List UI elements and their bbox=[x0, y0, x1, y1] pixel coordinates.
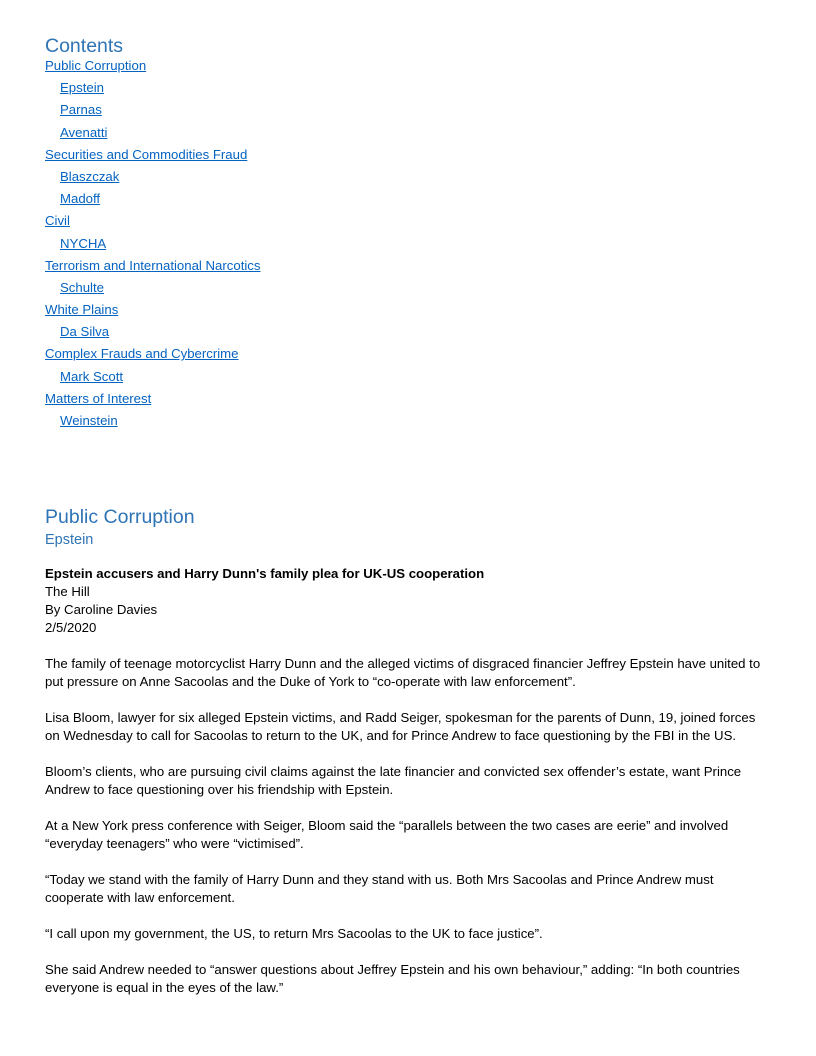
article-paragraph: The family of teenage motorcyclist Harry Dunn and the alleged victims of disgraced financier Jeffrey Epstein have united to put pressure on Anne Sacoolas and the Duke of York to “co-operate with law enforcement”. bbox=[45, 656, 761, 689]
section-heading: Public Corruption bbox=[45, 506, 195, 528]
article-paragraph: Lisa Bloom, lawyer for six alleged Epstein victims, and Radd Seiger, spokesman for the parents of Dunn, 19, joined forces on Wednesday to call for Sacoolas to return to the UK, and for Prince Andrew to face questioning by the FBI in the US. bbox=[45, 710, 756, 743]
article-date: 2/5/2020 bbox=[45, 620, 97, 635]
toc-link[interactable]: Public Corruption bbox=[45, 58, 147, 73]
toc-link[interactable]: Blaszczak bbox=[60, 168, 120, 184]
toc-link[interactable]: Matters of Interest bbox=[45, 390, 152, 406]
toc-link[interactable]: Avenatti bbox=[60, 124, 108, 140]
article-paragraph: “Today we stand with the family of Harry Dunn and they stand with us. Both Mrs Sacoolas and Prince Andrew must cooperate with law enforcement. bbox=[45, 872, 714, 905]
article-body bbox=[45, 655, 765, 1015]
article-paragraph: She said Andrew needed to “answer questions about Jeffrey Epstein and his own behaviour,” adding: “In both countries everyone is equal in the eyes of the law.” bbox=[45, 962, 740, 995]
article-headline: Epstein accusers and Harry Dunn's family plea for UK-US cooperation bbox=[45, 566, 485, 581]
table-of-contents bbox=[45, 56, 445, 433]
toc-link[interactable]: Securities and Commodities Fraud bbox=[45, 146, 248, 162]
toc-link[interactable]: White Plains bbox=[45, 302, 119, 318]
toc-title: Contents bbox=[45, 35, 124, 57]
toc-link[interactable]: Schulte bbox=[60, 279, 104, 295]
toc-link[interactable]: Parnas bbox=[60, 102, 102, 118]
toc-link[interactable]: Epstein bbox=[60, 80, 104, 96]
toc-link[interactable]: Weinstein bbox=[60, 413, 118, 428]
toc-link[interactable]: Complex Frauds and Cybercrime bbox=[45, 346, 239, 362]
article-paragraph: Bloom’s clients, who are pursuing civil claims against the late financier and convicted sex offender’s estate, want Prince Andrew to face questioning over his friendship with Epstein. bbox=[45, 764, 742, 797]
toc-link[interactable]: NYCHA bbox=[60, 235, 107, 251]
article-paragraph: At a New York press conference with Seiger, Bloom said the “parallels between the two cases are eerie” and involved “everyday teenagers” who were “victimised”. bbox=[45, 818, 729, 851]
article-byline: By Caroline Davies bbox=[45, 602, 158, 617]
toc-link[interactable]: Terrorism and International Narcotics bbox=[45, 257, 261, 273]
article-source: The Hill bbox=[45, 584, 90, 599]
article-paragraph: “I call upon my government, the US, to return Mrs Sacoolas to the UK to face justice”. bbox=[45, 926, 543, 941]
section-subheading: Epstein bbox=[45, 532, 94, 548]
toc-link[interactable]: Da Silva bbox=[60, 324, 110, 340]
article-meta bbox=[45, 565, 765, 637]
toc-link[interactable]: Civil bbox=[45, 213, 70, 229]
toc-link[interactable]: Mark Scott bbox=[60, 368, 124, 384]
toc-link[interactable]: Madoff bbox=[60, 191, 101, 207]
